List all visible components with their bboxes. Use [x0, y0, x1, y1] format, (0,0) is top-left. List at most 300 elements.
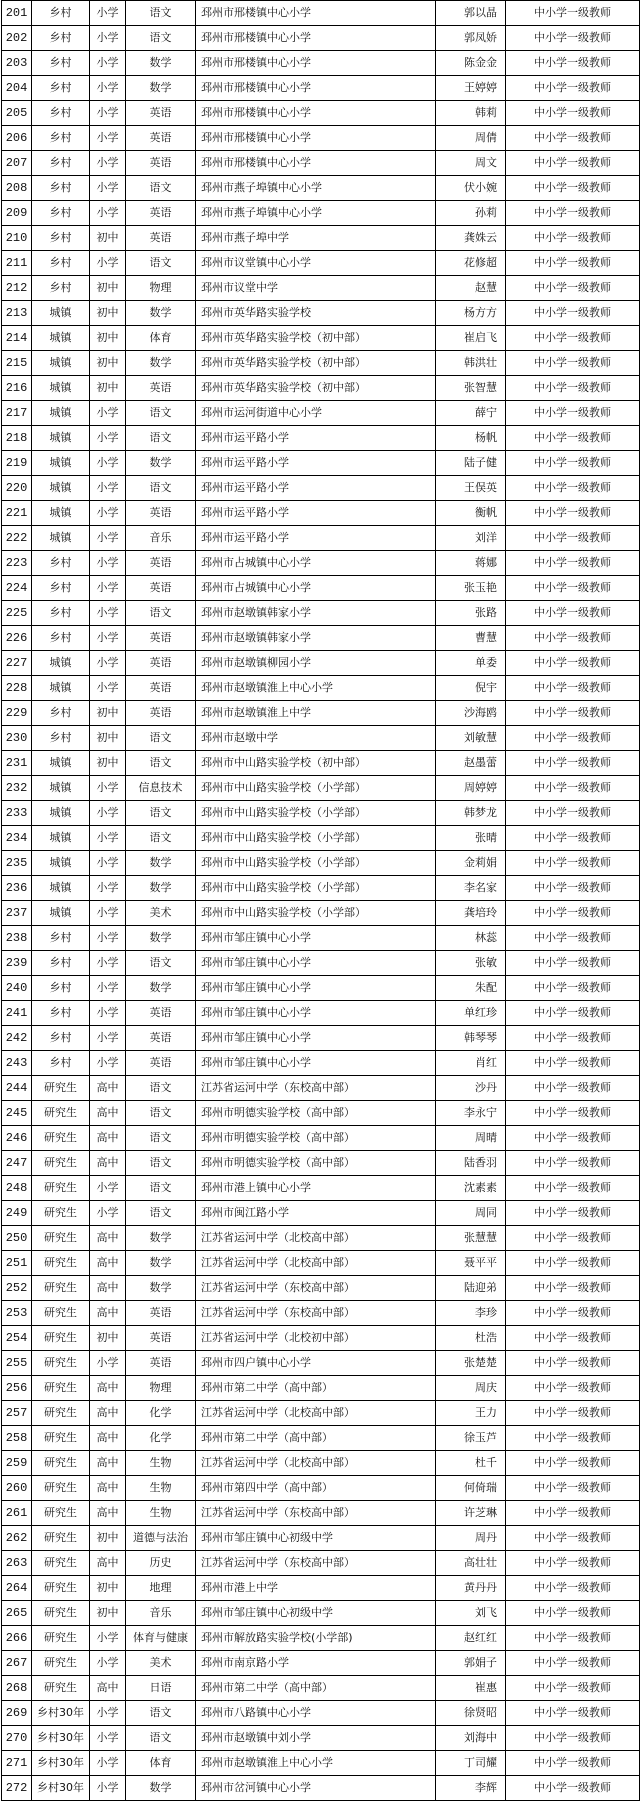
school-name-cell: 邳州市赵墩中学: [196, 726, 436, 751]
serial-number-cell: 243: [2, 1051, 32, 1076]
subject-cell: 美术: [126, 901, 196, 926]
teacher-name-cell: 周同: [436, 1201, 506, 1226]
title-level-cell: 中小学一级教师: [506, 426, 640, 451]
teacher-name-cell: 郭娟子: [436, 1651, 506, 1676]
title-level-cell: 中小学一级教师: [506, 1226, 640, 1251]
region-type-cell: 研究生: [32, 1426, 90, 1451]
title-level-cell: 中小学一级教师: [506, 301, 640, 326]
subject-cell: 数学: [126, 301, 196, 326]
teacher-name-cell: 蒋娜: [436, 551, 506, 576]
teacher-name-cell: 李珍: [436, 1301, 506, 1326]
serial-number-cell: 237: [2, 901, 32, 926]
school-level-cell: 小学: [90, 676, 126, 701]
school-name-cell: 邳州市占城镇中心小学: [196, 551, 436, 576]
school-level-cell: 小学: [90, 76, 126, 101]
title-level-cell: 中小学一级教师: [506, 901, 640, 926]
table-row: [2, 76, 640, 101]
teacher-name-cell: 张慧慧: [436, 1226, 506, 1251]
title-level-cell: 中小学一级教师: [506, 576, 640, 601]
school-level-cell: 小学: [90, 1001, 126, 1026]
table-row: [2, 276, 640, 301]
school-level-cell: 小学: [90, 601, 126, 626]
title-level-cell: 中小学一级教师: [506, 526, 640, 551]
region-type-cell: 研究生: [32, 1526, 90, 1551]
school-level-cell: 高中: [90, 1501, 126, 1526]
serial-number-cell: 230: [2, 726, 32, 751]
teacher-name-cell: 王力: [436, 1401, 506, 1426]
serial-number-cell: 234: [2, 826, 32, 851]
subject-cell: 数学: [126, 51, 196, 76]
subject-cell: 语文: [126, 1101, 196, 1126]
school-name-cell: 邳州市岔河镇中心小学: [196, 1776, 436, 1801]
subject-cell: 英语: [126, 551, 196, 576]
title-level-cell: 中小学一级教师: [506, 701, 640, 726]
region-type-cell: 研究生: [32, 1301, 90, 1326]
table-row: [2, 451, 640, 476]
serial-number-cell: 266: [2, 1626, 32, 1651]
region-type-cell: 乡村: [32, 1026, 90, 1051]
table-row: [2, 676, 640, 701]
serial-number-cell: 241: [2, 1001, 32, 1026]
subject-cell: 历史: [126, 1551, 196, 1576]
school-level-cell: 高中: [90, 1251, 126, 1276]
subject-cell: 英语: [126, 626, 196, 651]
serial-number-cell: 253: [2, 1301, 32, 1326]
table-row: [2, 1476, 640, 1501]
subject-cell: 数学: [126, 451, 196, 476]
serial-number-cell: 268: [2, 1676, 32, 1701]
title-level-cell: 中小学一级教师: [506, 176, 640, 201]
region-type-cell: 城镇: [32, 326, 90, 351]
subject-cell: 英语: [126, 101, 196, 126]
region-type-cell: 乡村30年: [32, 1776, 90, 1801]
school-level-cell: 高中: [90, 1151, 126, 1176]
serial-number-cell: 239: [2, 951, 32, 976]
subject-cell: 体育: [126, 1751, 196, 1776]
region-type-cell: 城镇: [32, 826, 90, 851]
title-level-cell: 中小学一级教师: [506, 1301, 640, 1326]
school-name-cell: 邳州市英华路实验学校（初中部）: [196, 326, 436, 351]
table-row: [2, 551, 640, 576]
subject-cell: 语文: [126, 1201, 196, 1226]
table-row: [2, 51, 640, 76]
school-level-cell: 小学: [90, 626, 126, 651]
school-level-cell: 小学: [90, 1651, 126, 1676]
teacher-name-cell: 陆迎弟: [436, 1276, 506, 1301]
teacher-name-cell: 刘敏慧: [436, 726, 506, 751]
teacher-name-cell: 衡帆: [436, 501, 506, 526]
school-level-cell: 小学: [90, 1751, 126, 1776]
school-level-cell: 高中: [90, 1276, 126, 1301]
table-row: [2, 476, 640, 501]
title-level-cell: 中小学一级教师: [506, 601, 640, 626]
school-name-cell: 邳州市港上镇中心小学: [196, 1176, 436, 1201]
teacher-name-cell: 李辉: [436, 1776, 506, 1801]
table-row: [2, 1176, 640, 1201]
school-name-cell: 邳州市邢楼镇中心小学: [196, 76, 436, 101]
school-name-cell: 邳州市明德实验学校（高中部）: [196, 1151, 436, 1176]
subject-cell: 数学: [126, 1776, 196, 1801]
teacher-name-cell: 林蕊: [436, 926, 506, 951]
school-name-cell: 邳州市邢楼镇中心小学: [196, 101, 436, 126]
serial-number-cell: 208: [2, 176, 32, 201]
table-row: [2, 826, 640, 851]
school-name-cell: 江苏省运河中学（东校高中部）: [196, 1301, 436, 1326]
title-level-cell: 中小学一级教师: [506, 1651, 640, 1676]
subject-cell: 英语: [126, 226, 196, 251]
serial-number-cell: 216: [2, 376, 32, 401]
serial-number-cell: 244: [2, 1076, 32, 1101]
school-level-cell: 小学: [90, 1626, 126, 1651]
title-level-cell: 中小学一级教师: [506, 776, 640, 801]
table-row: [2, 1726, 640, 1751]
region-type-cell: 乡村30年: [32, 1751, 90, 1776]
region-type-cell: 乡村: [32, 51, 90, 76]
serial-number-cell: 245: [2, 1101, 32, 1126]
serial-number-cell: 252: [2, 1276, 32, 1301]
teacher-name-cell: 倪宇: [436, 676, 506, 701]
teacher-name-cell: 张晴: [436, 826, 506, 851]
region-type-cell: 城镇: [32, 376, 90, 401]
teacher-name-cell: 沙丹: [436, 1076, 506, 1101]
region-type-cell: 城镇: [32, 776, 90, 801]
subject-cell: 语文: [126, 751, 196, 776]
school-level-cell: 小学: [90, 1201, 126, 1226]
school-name-cell: 邳州市邹庄镇中心小学: [196, 976, 436, 1001]
table-row: [2, 1701, 640, 1726]
subject-cell: 英语: [126, 501, 196, 526]
school-level-cell: 初中: [90, 701, 126, 726]
region-type-cell: 乡村: [32, 976, 90, 1001]
table-row: [2, 1251, 640, 1276]
teacher-name-cell: 周庆: [436, 1376, 506, 1401]
title-level-cell: 中小学一级教师: [506, 1076, 640, 1101]
title-level-cell: 中小学一级教师: [506, 226, 640, 251]
school-name-cell: 邳州市邹庄镇中心初级中学: [196, 1601, 436, 1626]
serial-number-cell: 267: [2, 1651, 32, 1676]
region-type-cell: 乡村: [32, 951, 90, 976]
school-name-cell: 邳州市英华路实验学校（初中部）: [196, 351, 436, 376]
school-name-cell: 邳州市运平路小学: [196, 451, 436, 476]
school-name-cell: 邳州市闽江路小学: [196, 1201, 436, 1226]
subject-cell: 语文: [126, 401, 196, 426]
table-row: [2, 201, 640, 226]
serial-number-cell: 256: [2, 1376, 32, 1401]
table-row: [2, 1451, 640, 1476]
table-row: [2, 576, 640, 601]
title-level-cell: 中小学一级教师: [506, 1526, 640, 1551]
subject-cell: 语文: [126, 951, 196, 976]
region-type-cell: 城镇: [32, 676, 90, 701]
teacher-name-cell: 崔惠: [436, 1676, 506, 1701]
table-row: [2, 251, 640, 276]
school-level-cell: 初中: [90, 1601, 126, 1626]
subject-cell: 英语: [126, 1326, 196, 1351]
subject-cell: 数学: [126, 76, 196, 101]
serial-number-cell: 260: [2, 1476, 32, 1501]
subject-cell: 语文: [126, 476, 196, 501]
title-level-cell: 中小学一级教师: [506, 801, 640, 826]
school-name-cell: 邳州市中山路实验学校（小学部）: [196, 876, 436, 901]
region-type-cell: 城镇: [32, 901, 90, 926]
table-row: [2, 426, 640, 451]
subject-cell: 音乐: [126, 1601, 196, 1626]
teacher-name-cell: 赵慧: [436, 276, 506, 301]
teacher-name-cell: 金莉娟: [436, 851, 506, 876]
serial-number-cell: 202: [2, 26, 32, 51]
subject-cell: 语文: [126, 1126, 196, 1151]
serial-number-cell: 246: [2, 1126, 32, 1151]
teacher-list-table: [1, 0, 640, 1801]
school-name-cell: 江苏省运河中学（北校高中部）: [196, 1226, 436, 1251]
teacher-name-cell: 王俣英: [436, 476, 506, 501]
table-row: [2, 601, 640, 626]
subject-cell: 语文: [126, 1701, 196, 1726]
subject-cell: 道德与法治: [126, 1526, 196, 1551]
school-level-cell: 高中: [90, 1076, 126, 1101]
school-level-cell: 小学: [90, 176, 126, 201]
school-level-cell: 小学: [90, 1726, 126, 1751]
school-name-cell: 邳州市明德实验学校（高中部）: [196, 1101, 436, 1126]
subject-cell: 英语: [126, 376, 196, 401]
serial-number-cell: 212: [2, 276, 32, 301]
title-level-cell: 中小学一级教师: [506, 1626, 640, 1651]
teacher-name-cell: 韩琴琴: [436, 1026, 506, 1051]
title-level-cell: 中小学一级教师: [506, 926, 640, 951]
table-row: [2, 151, 640, 176]
teacher-name-cell: 周倩: [436, 126, 506, 151]
region-type-cell: 乡村: [32, 576, 90, 601]
school-name-cell: 邳州市运平路小学: [196, 426, 436, 451]
school-level-cell: 小学: [90, 426, 126, 451]
serial-number-cell: 265: [2, 1601, 32, 1626]
school-name-cell: 邳州市邹庄镇中心小学: [196, 951, 436, 976]
title-level-cell: 中小学一级教师: [506, 1101, 640, 1126]
table-row: [2, 1326, 640, 1351]
teacher-name-cell: 龚姝云: [436, 226, 506, 251]
region-type-cell: 乡村: [32, 601, 90, 626]
region-type-cell: 研究生: [32, 1101, 90, 1126]
subject-cell: 英语: [126, 126, 196, 151]
subject-cell: 语文: [126, 176, 196, 201]
region-type-cell: 乡村: [32, 76, 90, 101]
teacher-name-cell: 张玉艳: [436, 576, 506, 601]
teacher-name-cell: 单红珍: [436, 1001, 506, 1026]
school-name-cell: 邳州市赵墩镇韩家小学: [196, 626, 436, 651]
school-level-cell: 初中: [90, 376, 126, 401]
teacher-name-cell: 孙莉: [436, 201, 506, 226]
title-level-cell: 中小学一级教师: [506, 951, 640, 976]
serial-number-cell: 255: [2, 1351, 32, 1376]
region-type-cell: 研究生: [32, 1551, 90, 1576]
subject-cell: 日语: [126, 1676, 196, 1701]
school-name-cell: 邳州市运河街道中心小学: [196, 401, 436, 426]
school-level-cell: 小学: [90, 1701, 126, 1726]
school-level-cell: 小学: [90, 926, 126, 951]
subject-cell: 数学: [126, 926, 196, 951]
region-type-cell: 城镇: [32, 501, 90, 526]
school-name-cell: 邳州市议堂中学: [196, 276, 436, 301]
serial-number-cell: 224: [2, 576, 32, 601]
region-type-cell: 乡村: [32, 251, 90, 276]
teacher-name-cell: 崔启飞: [436, 326, 506, 351]
serial-number-cell: 269: [2, 1701, 32, 1726]
region-type-cell: 城镇: [32, 351, 90, 376]
subject-cell: 语文: [126, 426, 196, 451]
region-type-cell: 研究生: [32, 1251, 90, 1276]
subject-cell: 语文: [126, 601, 196, 626]
school-level-cell: 小学: [90, 901, 126, 926]
teacher-name-cell: 伏小婉: [436, 176, 506, 201]
serial-number-cell: 215: [2, 351, 32, 376]
school-name-cell: 邳州市燕子埠中学: [196, 226, 436, 251]
school-name-cell: 邳州市运平路小学: [196, 476, 436, 501]
school-name-cell: 邳州市燕子埠镇中心小学: [196, 176, 436, 201]
teacher-name-cell: 陆子健: [436, 451, 506, 476]
school-level-cell: 小学: [90, 1051, 126, 1076]
teacher-name-cell: 周晴: [436, 1126, 506, 1151]
school-name-cell: 邳州市邹庄镇中心初级中学: [196, 1526, 436, 1551]
title-level-cell: 中小学一级教师: [506, 276, 640, 301]
table-row: [2, 1676, 640, 1701]
title-level-cell: 中小学一级教师: [506, 1026, 640, 1051]
region-type-cell: 乡村: [32, 926, 90, 951]
region-type-cell: 乡村: [32, 126, 90, 151]
school-level-cell: 小学: [90, 401, 126, 426]
title-level-cell: 中小学一级教师: [506, 1751, 640, 1776]
school-name-cell: 邳州市燕子埠镇中心小学: [196, 201, 436, 226]
school-name-cell: 邳州市邢楼镇中心小学: [196, 51, 436, 76]
table-row: [2, 851, 640, 876]
table-row: [2, 401, 640, 426]
school-level-cell: 初中: [90, 751, 126, 776]
teacher-name-cell: 韩莉: [436, 101, 506, 126]
region-type-cell: 研究生: [32, 1376, 90, 1401]
subject-cell: 英语: [126, 1001, 196, 1026]
table-row: [2, 1076, 640, 1101]
title-level-cell: 中小学一级教师: [506, 1051, 640, 1076]
subject-cell: 信息技术: [126, 776, 196, 801]
subject-cell: 物理: [126, 276, 196, 301]
subject-cell: 音乐: [126, 526, 196, 551]
school-level-cell: 小学: [90, 1026, 126, 1051]
title-level-cell: 中小学一级教师: [506, 826, 640, 851]
region-type-cell: 城镇: [32, 401, 90, 426]
serial-number-cell: 263: [2, 1551, 32, 1576]
school-name-cell: 邳州市邢楼镇中心小学: [196, 26, 436, 51]
school-level-cell: 小学: [90, 101, 126, 126]
teacher-name-cell: 黄丹丹: [436, 1576, 506, 1601]
serial-number-cell: 221: [2, 501, 32, 526]
teacher-name-cell: 单委: [436, 651, 506, 676]
serial-number-cell: 211: [2, 251, 32, 276]
school-name-cell: 邳州市邹庄镇中心小学: [196, 1051, 436, 1076]
title-level-cell: 中小学一级教师: [506, 1126, 640, 1151]
teacher-name-cell: 郭凤娇: [436, 26, 506, 51]
table-row: [2, 176, 640, 201]
subject-cell: 数学: [126, 976, 196, 1001]
title-level-cell: 中小学一级教师: [506, 1676, 640, 1701]
school-level-cell: 小学: [90, 576, 126, 601]
serial-number-cell: 218: [2, 426, 32, 451]
title-level-cell: 中小学一级教师: [506, 76, 640, 101]
school-level-cell: 小学: [90, 976, 126, 1001]
subject-cell: 生物: [126, 1476, 196, 1501]
table-body: [2, 1, 640, 1801]
subject-cell: 英语: [126, 1026, 196, 1051]
title-level-cell: 中小学一级教师: [506, 876, 640, 901]
serial-number-cell: 247: [2, 1151, 32, 1176]
serial-number-cell: 240: [2, 976, 32, 1001]
school-name-cell: 江苏省运河中学（北校高中部）: [196, 1401, 436, 1426]
table-row: [2, 326, 640, 351]
table-row: [2, 951, 640, 976]
table-row: [2, 301, 640, 326]
school-name-cell: 邳州市邢楼镇中心小学: [196, 126, 436, 151]
school-name-cell: 邳州市运平路小学: [196, 501, 436, 526]
title-level-cell: 中小学一级教师: [506, 451, 640, 476]
subject-cell: 生物: [126, 1501, 196, 1526]
school-level-cell: 高中: [90, 1676, 126, 1701]
table-row: [2, 1576, 640, 1601]
region-type-cell: 城镇: [32, 426, 90, 451]
serial-number-cell: 272: [2, 1776, 32, 1801]
region-type-cell: 研究生: [32, 1401, 90, 1426]
title-level-cell: 中小学一级教师: [506, 201, 640, 226]
table-row: [2, 1226, 640, 1251]
title-level-cell: 中小学一级教师: [506, 251, 640, 276]
school-level-cell: 小学: [90, 1, 126, 26]
title-level-cell: 中小学一级教师: [506, 476, 640, 501]
subject-cell: 英语: [126, 1301, 196, 1326]
table-row: [2, 651, 640, 676]
teacher-name-cell: 周婷婷: [436, 776, 506, 801]
teacher-name-cell: 周丹: [436, 1526, 506, 1551]
region-type-cell: 乡村: [32, 276, 90, 301]
subject-cell: 物理: [126, 1376, 196, 1401]
school-name-cell: 邳州市邢楼镇中心小学: [196, 1, 436, 26]
table-row: [2, 1101, 640, 1126]
school-level-cell: 小学: [90, 1176, 126, 1201]
school-level-cell: 高中: [90, 1551, 126, 1576]
table-row: [2, 776, 640, 801]
serial-number-cell: 213: [2, 301, 32, 326]
table-row: [2, 751, 640, 776]
serial-number-cell: 271: [2, 1751, 32, 1776]
table-row: [2, 1601, 640, 1626]
school-level-cell: 小学: [90, 126, 126, 151]
title-level-cell: 中小学一级教师: [506, 976, 640, 1001]
subject-cell: 英语: [126, 1051, 196, 1076]
subject-cell: 生物: [126, 1451, 196, 1476]
region-type-cell: 研究生: [32, 1676, 90, 1701]
subject-cell: 语文: [126, 1151, 196, 1176]
title-level-cell: 中小学一级教师: [506, 1176, 640, 1201]
region-type-cell: 研究生: [32, 1501, 90, 1526]
teacher-name-cell: 杨方方: [436, 301, 506, 326]
table-row: [2, 1151, 640, 1176]
school-name-cell: 江苏省运河中学（北校高中部）: [196, 1451, 436, 1476]
region-type-cell: 城镇: [32, 451, 90, 476]
serial-number-cell: 250: [2, 1226, 32, 1251]
serial-number-cell: 236: [2, 876, 32, 901]
region-type-cell: 乡村: [32, 26, 90, 51]
teacher-name-cell: 赵墨蕾: [436, 751, 506, 776]
school-name-cell: 邳州市邹庄镇中心小学: [196, 926, 436, 951]
subject-cell: 语文: [126, 1, 196, 26]
teacher-name-cell: 徐贤昭: [436, 1701, 506, 1726]
title-level-cell: 中小学一级教师: [506, 1701, 640, 1726]
